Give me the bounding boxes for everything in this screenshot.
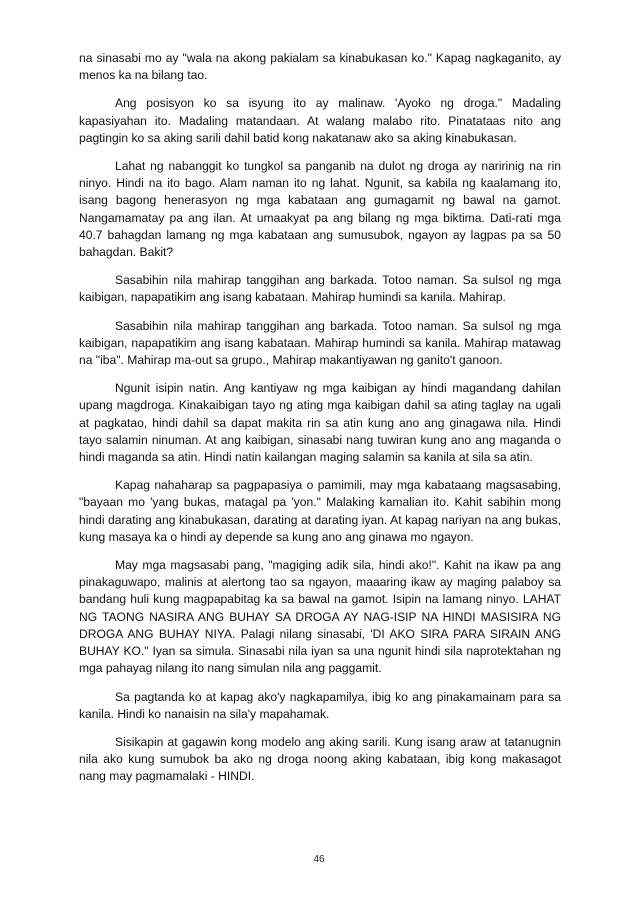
paragraph-6: Ngunit isipin natin. Ang kantiyaw ng mga kaibigan ay hindi magandang dahilan upang magdroga. Kinakaibigan tayo ng ating mga kaibigan dahil sa ating taglay na ugali at pagkatao, hindi dahil sa dapat makita rin sa atin kung ano ang ginagawa nila. Hindi tayo salamin ninuman. At ang kaibigan, sinasabi nang tuwiran kung ano ang maganda o hindi maganda sa atin. Hindi natin kailangan maging salamin sa kanila at sila sa atin. (79, 381, 561, 465)
paragraph-2: Ang posisyon ko sa isyung ito ay malinaw. 'Ayoko ng droga." Madaling kapasiyahan ito. Madaling matandaan. At walang malabo rito. Pinatataas nito ang pagtingin ko sa aking sarili dahil batid kong nakatanaw ako sa aking kinabukasan. (79, 96, 561, 145)
paragraph-7: Kapag nahaharap sa pagpapasiya o pamimili, may mga kabataang magsasabing, "bayaan mo 'yang bukas, matagal pa 'yon." Malaking kamalian ito. Kahit sabihin mong hindi darating ang kinabukasan, darating at darating iyan. At kapag nariyan na ang bukas, kung masaya ka o hindi ay depende sa kung ano ang ginawa mo ngayon. (79, 478, 561, 544)
paragraph-10: Sisikapin at gagawin kong modelo ang aking sarili. Kung isang araw at tatanugnin nila ako kung sumubok ba ako ng droga noong aking kabataan, ibig kong makasagot nang may pagmamalaki - HINDI. (79, 734, 561, 784)
paragraph-8: May mga magsasabi pang, "magiging adik sila, hindi ako!". Kahit na ikaw pa ang pinakaguwapo, malinis at alertong tao sa ngayon, maaaring ikaw ay maging palaboy sa bandang huli kung magpapabitag ka sa bawal na gamot. Isipin na lamang ninyo. LAHAT NG TAONG NASIRA ANG BUHAY SA DROGA AY NAG-ISIP NA HINDI MASISIRA NG DROGA ANG BUHAY NIYA. Palagi nilang sinasabi, 'DI AKO SIRA PARA SIRAIN ANG BUHAY KO." Iyan sa simula. Sinasabi nila iyan sa una ngunit hindi sila naprotektahan ng mga pahayag nilang ito nang simulan nila ang paggamit. (79, 558, 561, 676)
paragraph-5: Sasabihin nila mahirap tanggihan ang barkada. Totoo naman. Sa sulsol ng mga kaibigan, napapatikim ang isang kabataan. Mahirap humindi sa kanila. Mahirap matawag na "iba". Mahirap ma-out sa grupo., Mahirap makantiyawan ng ganito't ganoon. (79, 318, 561, 368)
paragraph-9: Sa pagtanda ko at kapag ako'y nagkapamilya, ibig ko ang pinakamainam para sa kanila. Hindi ko nanaisin na sila'y mapahamak. (79, 689, 561, 721)
page-number: 46 (313, 854, 325, 865)
paragraph-1: na sinasabi mo ay "wala na akong pakialam sa kinabukasan ko." Kapag nagkaganito, ay menos ka na bilang tao. (79, 51, 561, 83)
document-page (79, 50, 561, 797)
paragraph-4: Sasabihin nila mahirap tanggihan ang barkada. Totoo naman. Sa sulsol ng mga kaibigan, napapatikim ang isang kabataan. Mahirap humindi sa kanila. Mahirap. (79, 273, 561, 305)
paragraph-3: Lahat ng nabanggit ko tungkol sa panganib na dulot ng droga ay naririnig na rin ninyo. Hindi na ito bago. Alam naman ito ng lahat. Ngunit, sa kabila ng kaalamang ito, isang bagong henerasyon ng mga kabataan ang gumagamit ng bawal na gamot. Nangamamatay pa ang ilan. At umaakyat pa ang bilang ng mga biktima. Dati-rati mga 40.7 bahagdan lamang ng mga kabataan ang sumusubok, ngayon ay lagpas pa sa 50 bahagdan. Bakit? (79, 159, 561, 260)
